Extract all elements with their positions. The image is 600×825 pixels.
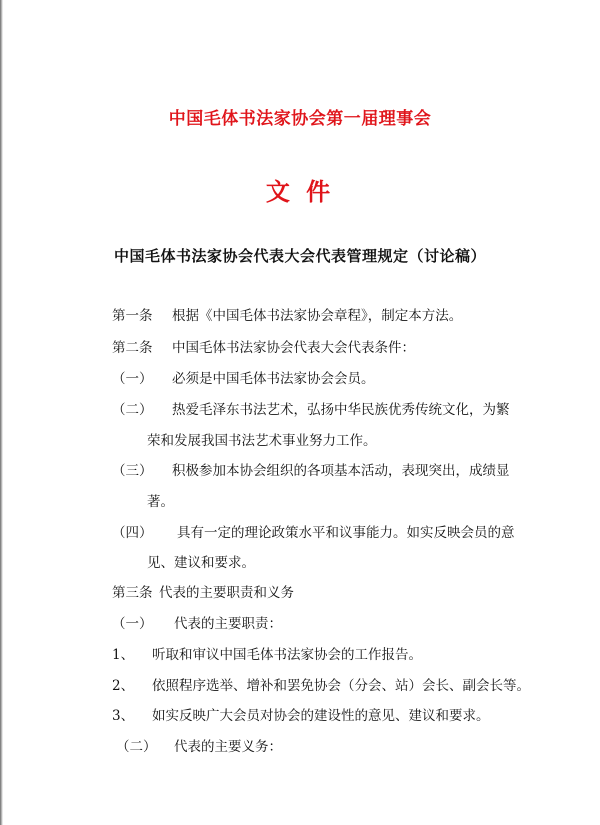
clause-2-3-continued	[147, 492, 174, 512]
clause-text: 具有一定的理论政策水平和议事能力。如实反映会员的意	[177, 525, 515, 541]
clause-3-2	[116, 737, 282, 757]
clause-text: 著。	[147, 494, 174, 510]
item-marker: 3、	[112, 708, 135, 724]
article-text: 根据《中国毛体书法家协会章程》，制定本方法。	[172, 308, 463, 324]
clause-marker: （二）	[112, 402, 153, 418]
article-marker: 第一条	[112, 308, 153, 324]
clause-2-4	[112, 523, 515, 543]
duty-1	[112, 645, 422, 665]
clause-marker: （三）	[112, 463, 153, 479]
duty-2	[112, 676, 530, 696]
article-1	[112, 306, 462, 326]
item-marker: 1、	[112, 647, 135, 663]
clause-2-4-continued	[147, 553, 255, 573]
item-text: 依照程序选举、增补和罢免协会（分会、站）会长、副会长等。	[152, 678, 530, 694]
article-text: 代表的主要职责和义务	[159, 585, 294, 601]
clause-3-1	[112, 614, 282, 634]
clause-text: 见、建议和要求。	[147, 555, 255, 571]
item-marker: 2、	[112, 678, 135, 694]
clause-text: 必须是中国毛体书法家协会会员。	[172, 371, 375, 387]
clause-marker: （一）	[112, 371, 153, 387]
document-label: 文 件	[265, 177, 335, 206]
clause-marker: （二）	[116, 739, 157, 755]
clause-text: 热爱毛泽东书法艺术，弘扬中华民族优秀传统文化，为繁	[172, 402, 510, 418]
clause-2-2	[112, 400, 510, 420]
article-marker: 第二条	[112, 340, 153, 356]
clause-2-2-continued	[147, 431, 377, 451]
clause-2-1	[112, 369, 375, 389]
article-2	[112, 338, 415, 358]
article-3	[112, 583, 294, 603]
clause-marker: （一）	[112, 616, 153, 632]
article-marker: 第三条	[112, 585, 153, 601]
duty-3	[112, 706, 490, 726]
organization-header: 中国毛体书法家协会第一届理事会	[168, 109, 432, 129]
clause-2-3	[112, 461, 510, 481]
item-text: 听取和审议中国毛体书法家协会的工作报告。	[152, 647, 422, 663]
clause-text: 代表的主要职责：	[174, 616, 282, 632]
document-title: 中国毛体书法家协会代表大会代表管理规定（讨论稿）	[113, 247, 486, 265]
clause-marker: （四）	[112, 525, 153, 541]
clause-text: 代表的主要义务：	[174, 739, 282, 755]
clause-text: 荣和发展我国书法艺术事业努力工作。	[147, 433, 377, 449]
item-text: 如实反映广大会员对协会的建设性的意见、建议和要求。	[152, 708, 490, 724]
article-text: 中国毛体书法家协会代表大会代表条件：	[172, 340, 415, 356]
clause-text: 积极参加本协会组织的各项基本活动，表现突出，成绩显	[172, 463, 510, 479]
